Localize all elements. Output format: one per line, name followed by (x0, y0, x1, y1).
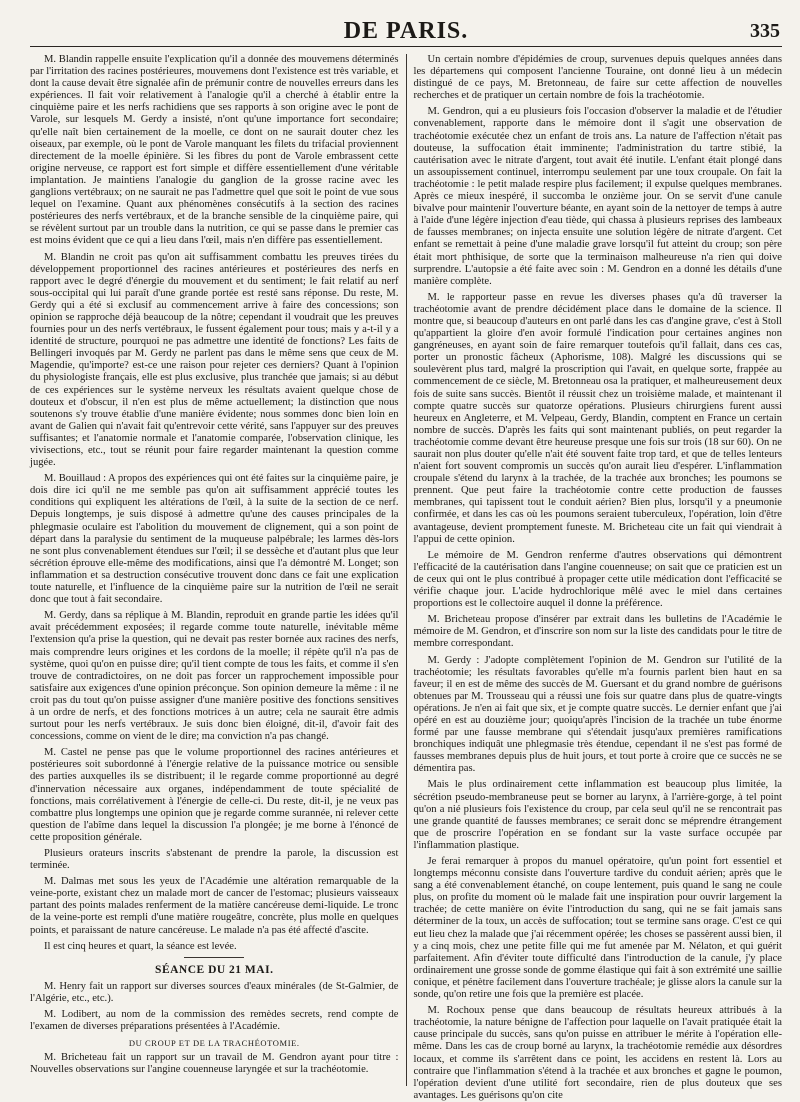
paragraph: Mais le plus ordinairement cette inflammation est beaucoup plus limitée, la sécrétion pseudo-membraneuse peut se borner au larynx, à l'arrière-gorge, à tel point qu'on a nié plusieurs fois l'existence du croup, par cela seul qu'il ne se rencontrait pas une grande quantité de fausses membranes; ce serait donc se méprendre étrangement que de proscrire l'opération en se fondant sur la vaste surface occupée par l'inflammation plastique. (413, 779, 782, 851)
paragraph: Je ferai remarquer à propos du manuel opératoire, qu'un point fort essentiel et longtemps méconnu consiste dans l'ouverture tardive du conduit aérien; après que le sang a été convenablement étanché, on coupe lentement, puis quand le sang ne coule plus, on profite du moment où le malade fait une inspiration pour ouvrir largement la trachée; de cette manière on évite l'introduction du sang, qui ne se fait jamais sans déterminer de la toux, un accès de suffocation; tout se termine sans orage. C'est ce qui eut lieu chez la malade que j'ai récemment opérée; les choses se passèrent aussi bien, il y a cinq mois, chez une petite fille qui me fut amenée par M. Nélaton, et qui guérit parfaitement. Afin d'éviter toute difficulté dans l'introduction de la canule, j'y place ordinairement une grosse sonde de gomme élastique qui fait à son extrémité une saillie conique, et pénètre facilement dans l'ouverture trachéale; je glisse alors la canule sur la sonde, qu'on retire une fois que la première est placée. (413, 856, 782, 1001)
paragraph: M. Blandin ne croit pas qu'on ait suffisamment combattu les preuves tirées du développement proportionnel des racines antérieures et postérieures des nerfs en rapport avec le degré d'énergie du mouvement et du sentiment; le fait relatif au nerf sous-occipital qui lui paraît d'une grande portée est resté sans réponse. Du reste, M. Gerdy qui a été si exclusif au commencement arrive à faire des concessions; son opinion se rapproche déjà beaucoup de la nôtre; cependant il voudrait que les preuves fournies pour un des nerfs vertébraux, le fussent également pour tous; mais y a-t-il y a identité de structure, pourquoi ne pas admettre une identité de fonctions? Les faits de Bellingeri invoqués par M. Gerdy ne parlent pas dans le même sens que ceux de M. Magendie, qu'importe? est-ce une raison pour rejeter ces derniers? Quant à l'opinion du physiologiste français, elle est plus exclusive, plus tranchée que jamais; si au début de ces expériences sur le système nerveux les résultats avaient quelque chose de douteux et d'obscur, il n'en est plus de même actuellement; la distinction que nous soutenons s'y trouve établie d'une manière évidente; nous sommes donc bien loin en avant de Galien qui n'avait fait qu'entrevoir cette vérité, sans l'appuyer sur des preuves suffisantes; et l'anatomie normale et l'anatomie comparée, l'observation clinique, les vivisections, etc., tout se réunit pour faire regarder maintenant la question comme jugée. (30, 251, 399, 469)
paragraph: Il est cinq heures et quart, la séance est levée. (44, 940, 237, 952)
paragraph: M. Bouillaud : A propos des expériences qui ont été faites sur la cinquième paire, je dois dire ici qu'il ne me semble pas qu'on ait suffisamment apprécié toutes les conditions qui expliquent les altérations de l'œil, à la suite de la section de ce nerf. Depuis longtemps, je suis disposé à admettre qu'une des causes principales de la phlegmasie oculaire est l'abolition du mouvement de clignement, qui a son point de départ dans la paralysie du sentiment de la muqueuse palpébrale; les larmes dès-lors ne sont plus convenablement étendues sur l'œil; il se dessèche et d'autant plus que leur sécrétion éprouve elle-même des modifications, ainsi que l'a démontré M. Longet; son inflammation et sa destruction consécutive trouvent donc dans ce fait une explication toute naturelle, et l'influence de la cinquième paire sur la nutrition de l'œil ne serait donc que tout à fait secondaire. (30, 473, 399, 606)
section-rubric: DU CROUP ET DE LA TRACHÉOTOMIE. (128, 1038, 300, 1049)
paragraph: M. Lodibert, au nom de la commission des remèdes secrets, rend compte de l'examen de diverses préparations présentées à l'Académie. (30, 1009, 399, 1033)
session-heading: SÉANCE DU 21 MAI. (155, 963, 274, 976)
paragraph: Un certain nombre d'épidémies de croup, survenues depuis quelques années dans les départemens qui composent l'ancienne Touraine, ont donné lieu à un médecin distingué de ce pays, M. Bretonneau, de faire sur cette affection de nouvelles recherches et de pratiquer un certain nombre de fois la trachéotomie. (413, 54, 782, 102)
paragraph: M. le rapporteur passe en revue les diverses phases qu'a dû traverser la trachéotomie avant de prendre décidément place dans le domaine de la science. Il montre que, si beaucoup d'auteurs en ont parlé dans les cas d'angine grave, c'est à Stoll qu'appartient la gloire d'en avoir formulé l'indication pour certaines angines non gangréneuses, en ayant soin de faire remarquer toutefois qu'il fallait, dans ces cas, porter un pronostic fâcheux (Aphorisme, 108). Malgré les discussions qui se soulevèrent plus tard, malgré la proscription qui l'avait, en quelque sorte, frappée au commencement de ce siècle, M. Bretonneau osa la pratiquer, et malheureusement deux fois de suite sans succès. Bientôt il réussit chez un troisième malade, et maintenant il compte quatre succès sur quatorze opérations. Plusieurs chirurgiens furent aussi heureux en Angleterre, et M. Velpeau, Gerdy, Blandin, comptent en France un certain nombre de succès. D'après les faits qui sont maintenant publiés, on peut regarder la trachéotomie comme devant être heureuse presque une fois sur trois (18 sur 60). On ne saurait non plus douter qu'elle n'ait été souvent faite trop tard, et que de telles lenteurs n'aient fort souvent compromis un succès qu'on aurait lieu d'espérer. L'inflammation croupale s'étend du larynx à la trachée, de la trachée aux bronches; les poumons se prennent. Que peut faire la trachéotomie contre cette production de fausses membranes, qui tapissent tout le conduit aérien? Bien plus, lorsqu'il y a pneumonie confirmée, et dans les cas où les poumons seraient tuberculeux, l'opération, loin d'être avantageuse, devient promptement funeste. M. Bricheteau cite un fait qui viendrait à l'appui de cette opinion. (413, 291, 782, 545)
paragraph: Le mémoire de M. Gendron renferme d'autres observations qui démontrent l'efficacité de la cautérisation dans l'angine couenneuse; on sait que ce praticien est un de ceux qui ont le plus contribué à propager cette utile médication dont l'efficacité se vérifie chaque jour. L'acide hydrochlorique mêlé avec le miel dans certaines proportions est le collectoire auquel il donne la préférence. (413, 549, 782, 610)
section-rule (184, 957, 244, 958)
page-header (30, 16, 782, 47)
page-number: 335 (750, 20, 780, 42)
paragraph: Plusieurs orateurs inscrits s'abstenant de prendre la parole, la discussion est terminée. (30, 848, 399, 872)
paragraph: M. Gendron, qui a eu plusieurs fois l'occasion d'observer la maladie et de l'étudier convenablement, rapporte dans le mémoire dont il s'agit une observation de trachéotomie exécutée chez un enfant de trois ans. La nature de l'affection n'était pas douteuse, la suffocation était imminente; l'administration du tartre stibié, la cautérisation avec le nitrate d'argent, tout avait été inutile. L'enfant était plongé dans un assoupissement continuel, interrompu seulement par une toux croupale. On fait la trachéotomie : le petit malade respire plus facilement; il expulse quelques membranes. Après ce mieux inespéré, il succomba le onzième jour. On se servit d'une canule bivalve pour maintenir l'ouverture béante, en ayant soin de la nettoyer de temps à autre à l'aide d'une légère injection d'eau tiède, qui chassa à plusieurs reprises des lambeaux de fausses membranes; on injecta ensuite une solution légère de nitrate d'argent. Cet enfant se remettait à peine d'une maladie grave lorsqu'il fut atteint du croup; son père était mort phthisique, de sorte que la terminaison malheureuse n'a rien qui doive surprendre. L'autopsie a été faite avec soin : M. Gendron en a donné les détails d'une manière complète. (413, 106, 782, 287)
paragraph: M. Dalmas met sous les yeux de l'Académie une altération remarquable de la veine-porte, existant chez un malade mort de cancer de l'estomac; plusieurs vaisseaux partant des points malades renferment de la matière cancéreuse demi-liquide. Le tronc de la veine-porte est rempli d'une matière rougeâtre, concrète, plus molle en quelques points, et paraissant de nature cancéreuse. Le malade n'a pas été affecté d'ascite. (30, 876, 399, 936)
paragraph: M. Gerdy : J'adopte complètement l'opinion de M. Gendron sur l'utilité de la trachéotomie; les résultats favorables qu'elle m'a fournis parlent bien haut en sa faveur; il en est de même des succès de M. Guersant et du grand nombre de guérisons obtenues par M. Trousseau qui a réussi une fois sur quatre dans plus de quatre-vingts opérations. Je n'en ai fait que six, et je compte quatre succès. Le dernier enfant que j'ai opéré en est au douzième jour; quoiqu'après l'incision de la trachée un tube énorme formé par une fausse membrane qui s'étendait jusqu'aux premières ramifications bronchiques indiquât une phlegmasie très étendue, cependant il ne s'est pas formé de fausses membranes depuis plus de huit jours, et tout porte à croire que ce succès ne se démentira pas. (413, 654, 782, 775)
paragraph: M. Bricheteau propose d'insérer par extrait dans les bulletins de l'Académie le mémoire de M. Gendron, et d'inscrire son nom sur la liste des candidats pour le titre de membre correspondant. (413, 614, 782, 650)
paragraph: M. Henry fait un rapport sur diverses sources d'eaux minérales (de St-Galmier, de l'Algérie, etc., etc.). (30, 980, 399, 1004)
left-column (30, 54, 407, 1086)
paragraph: M. Gerdy, dans sa réplique à M. Blandin, reproduit en grande partie les idées qu'il avait précédemment exposées; il regarde comme toute naturelle, inévitable même l'extension qu'a prise la question, qui ne devait pas rester bornée aux racines des nerfs, mais comprendre leurs origines et les cordons de la moelle; il répète qu'il n'a pas de système, quoi qu'on en puisse dire; qu'il tient compte de tous les faits, et comme il s'en trouve de contradictoires, on ne doit pas forcer un rapprochement impossible pour satisfaire aux exigences d'une opinion préconçue. Son opinion demeure la même : il ne croit pas du tout qu'on puisse assigner d'une manière positive des fonctions sensitives à un ordre de nerfs, et des fonctions motrices à un autre; cela ne saurait être admis surtout pour les nerfs vertébraux. Je suis donc bien éloigné, dit-il, d'avoir fait des concessions, comme on vient de le dire; ma conviction n'a pas changé. (30, 610, 399, 743)
paragraph: M. Castel ne pense pas que le volume proportionnel des racines antérieures et postérieures soit subordonné à l'énergie relative de la puissance motrice ou sensible des parties auxquelles ils se distribuent; il le regarde comme proportionné au degré d'innervation nécessaire aux organes, indépendamment de toute spécialité de fonctions, mais corrélativement à l'énergie de celle-ci. Du reste, dit-il, je ne veux pas combattre plus longtemps une opinion que je regarde comme surannée, ni relever cette question de l'abîme dans lequel la discussion l'a plongée; je me borne à l'énoncé de cette proposition générale. (30, 747, 399, 843)
paragraph: M. Bricheteau fait un rapport sur un travail de M. Gendron ayant pour titre : Nouvelles observations sur l'angine couenneuse laryngée et sur la trachéotomie. (30, 1052, 399, 1076)
right-column (407, 54, 783, 1101)
running-title: DE PARIS. (343, 18, 469, 44)
text-columns (30, 54, 782, 1101)
paragraph: M. Blandin rappelle ensuite l'explication qu'il a donnée des mouvemens déterminés par l'irritation des racines postérieures, mouvemens dont l'existence est très variable, et dont la cause devait être signalée afin de prémunir contre de nouvelles erreurs dans les expériences. Il fait voir relativement à l'analogie qu'il a cherché à établir entre la cinquième paire et les nerfs rachidiens que ses rapports à son origine avec le pont de Varole, sur lesquels M. Gerdy a insisté, n'ont qu'une importance fort secondaire; qu'elle naît bien certainement de la moelle, ce dont on ne saurait douter chez les oiseaux, par exemple, où le pont de Varole manquant les filets du trifacial proviennent directement de la moelle épinière. Si les fibres du pont de Varole embrassent cette origine nerveuse, ce rapport est fort simple et diffère essentiellement d'une véritable implantation. Je maintiens l'analogie du ganglion de la grosse racine avec les ganglions vertébraux; on ne saurait ne pas l'admettre quel que soit le point de vue sous lequel on l'examine. Quant aux phénomènes consécutifs à la section des racines postérieures des nerfs vertébraux, et de la branche sensible de la cinquième paire, qui se révèlent surtout par un trouble dans la nutrition, ce qui se passe dans le premier cas est moins évident que ce qui a lieu dans l'œil, mais n'en diffère pas essentiellement. (30, 54, 399, 247)
paragraph: M. Rochoux pense que dans beaucoup de résultats heureux attribués à la trachéotomie, la nature bénigne de l'affection pour laquelle on l'avait pratiquée était la cause principale du succès, sans qu'on puisse en attribuer le mérite à l'opération elle-même. Dans les cas de croup borné au larynx, la trachéotomie remédie aux désordres locaux, et comme ils s'arrêtent dans ce point, les accidens en restent là. Lors au contraire que l'inflammation s'étend à la trachée et aux bronches et gagne le poumon, l'opération devient d'une utilité fort secondaire, rien de plus douteux que ses avantages. Les guérisons qu'on cite (413, 1005, 782, 1101)
